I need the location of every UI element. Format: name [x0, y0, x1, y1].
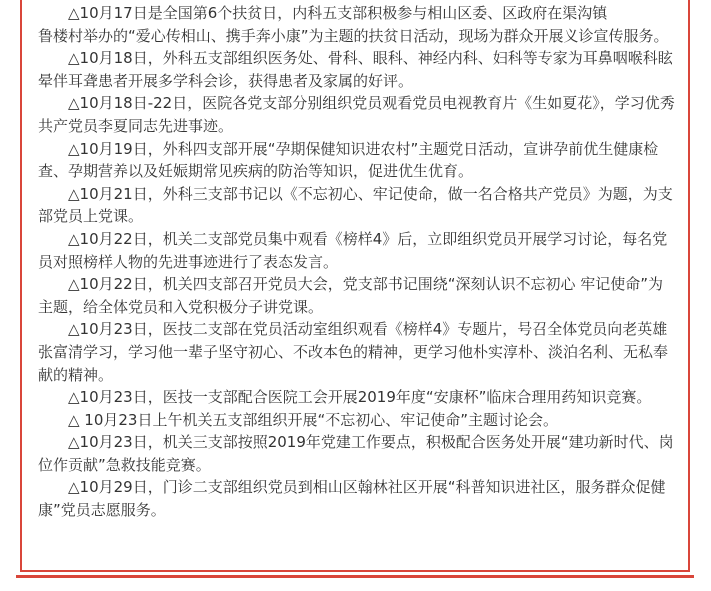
- paragraph-oct23-contest: △10月23日，医技一支部配合医院工会开展2019年度“安康杯”临床合理用药知识竞赛。: [68, 388, 652, 407]
- paragraph-oct29-volunteer: △10月29日，门诊二支部组织党员到相山区翰林社区开展“科普知识进社区，服务群众促健康”党员志愿服务。: [38, 478, 666, 520]
- paragraph-oct22-role-models: △10月22日，机关二支部党员集中观看《榜样4》后，立即组织党员开展学习讨论，每名党员对照榜样人物的先进事迹进行了表态发言。: [38, 229, 668, 271]
- paragraph-oct17: 鲁楼村举办的“爱心传相山、携手奔小康”为主题的扶贫日活动，现场为群众开展义诊宣传服务。: [38, 26, 669, 45]
- paragraph-oct17-intro: △10月17日是全国第6个扶贫日，内科五支部积极参与相山区委、区政府在渠沟镇: [68, 4, 608, 22]
- paragraph-oct18-ent: △10月18日，外科五支部组织医务处、骨科、眼科、神经内科、妇科等专家为耳鼻咽喉科眩晕伴耳聋患者开展多学科会诊，获得患者及家属的好评。: [38, 49, 673, 90]
- paragraph-oct18-22-film: △10月18日-22日，医院各党支部分别组织党员观看党员电视教育片《生如夏花》，学习优秀共产党员李夏同志先进事迹。: [38, 94, 675, 135]
- paragraph-oct21-lecture: △10月21日，外科三支部书记以《不忘初心、牢记使命，做一名合格共产党员》为题，为支部党员上党课。: [38, 184, 673, 226]
- paragraph-oct22-meeting: △10月22日，机关四支部召开党员大会，党支部书记围绕“深刻认识不忘初心 牢记使命”为主题，给全体党员和入党积极分子讲党课。: [38, 275, 664, 316]
- paragraph-oct23-film: △10月23日，医技二支部在党员活动室组织观看《榜样4》专题片，号召全体党员向老英雄张富清学习，学习他一辈子坚守初心、不改本色的精神，更学习他朴实淳朴、淡泊名利、无私奉献的精神。: [38, 320, 669, 384]
- paragraph-oct23-first-aid: △10月23日，机关三支部按照2019年党建工作要点，积极配合医务处开展“建功新时代、岗位作贡献”急救技能竞赛。: [38, 433, 674, 474]
- paragraph-oct19-pregnancy: △10月19日，外科四支部开展“孕期保健知识进农村”主题党日活动，宣讲孕前优生健康检查、孕期营养以及妊娠期常见疾病的防治等知识，促进优生优育。: [38, 139, 659, 181]
- paragraph-oct23-discussion: △ 10月23日上午机关五支部组织开展“不忘初心、牢记使命”主题讨论会。: [68, 410, 559, 429]
- article-body: [38, 2, 676, 522]
